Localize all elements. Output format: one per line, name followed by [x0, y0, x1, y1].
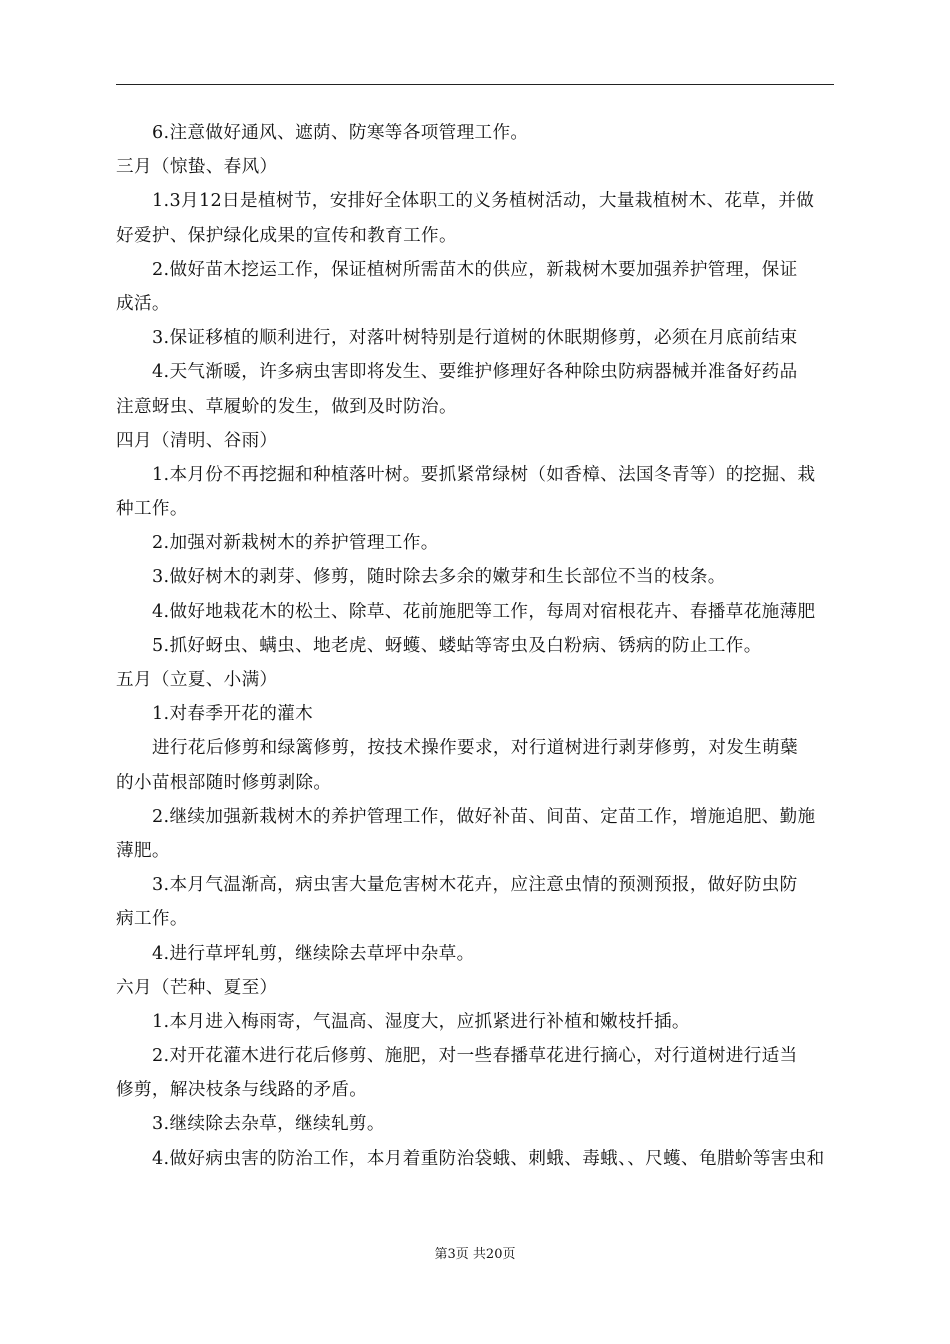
document-body	[116, 116, 834, 1176]
paragraph-line: 1.本月份不再挖掘和种植落叶树。要抓紧常绿树（如香樟、法国冬青等）的挖掘、栽	[152, 464, 816, 485]
paragraph-line: 进行花后修剪和绿篱修剪，按技术操作要求，对行道树进行剥芽修剪，对发生萌蘖	[152, 738, 798, 759]
text-line: 种工作。	[116, 499, 188, 520]
paragraph-line: 1.3月12日是植树节，安排好全体职工的义务植树活动，大量栽植树木、花草，并做	[152, 191, 815, 212]
paragraph-line: 3.做好树木的剥芽、修剪，随时除去多余的嫩芽和生长部位不当的枝条。	[152, 567, 726, 588]
paragraph-line: 3.本月气温渐高，病虫害大量危害树木花卉，应注意虫情的预测预报，做好防虫防	[152, 875, 798, 896]
text-line: 四月（清明、谷雨）	[116, 430, 278, 451]
text-line: 三月（惊蛰、春风）	[116, 157, 278, 178]
paragraph-line: 6.注意做好通风、遮荫、防寒等各项管理工作。	[152, 123, 529, 143]
page-footer: 第3页 共20页	[434, 1247, 516, 1262]
text-line: 五月（立夏、小满）	[116, 670, 278, 690]
text-line: 好爱护、保护绿化成果的宣传和教育工作。	[116, 225, 457, 246]
paragraph-line: 2.加强对新栽树木的养护管理工作。	[152, 533, 439, 554]
paragraph-line: 3.继续除去杂草，继续轧剪。	[152, 1114, 385, 1135]
text-line: 六月（芒种、夏至）	[116, 977, 278, 998]
paragraph-line: 2.对开花灌木进行花后修剪、施肥，对一些春播草花进行摘心，对行道树进行适当	[152, 1046, 798, 1067]
text-line: 注意蚜虫、草履蚧的发生，做到及时防治。	[116, 396, 457, 417]
paragraph-line: 2.继续加强新栽树木的养护管理工作，做好补苗、间苗、定苗工作，增施追肥、勤施	[152, 806, 816, 827]
text-line: 薄肥。	[116, 840, 170, 861]
paragraph-line: 4.做好地栽花木的松土、除草、花前施肥等工作，每周对宿根花卉、春播草花施薄肥	[152, 601, 816, 622]
paragraph-line: 1.本月进入梅雨寄，气温高、湿度大，应抓紧进行补植和嫩枝扦插。	[152, 1011, 690, 1032]
paragraph-line: 5.抓好蚜虫、螨虫、地老虎、蚜蠖、蝼蛄等寄虫及白粉病、锈病的防止工作。	[152, 635, 762, 656]
text-line: 病工作。	[116, 909, 188, 930]
text-line: 修剪，解决枝条与线路的矛盾。	[116, 1080, 368, 1101]
paragraph-line: 4.进行草坪轧剪，继续除去草坪中杂草。	[152, 943, 475, 964]
paragraph-line: 1.对春季开花的灌木	[152, 704, 314, 725]
text-line: 的小苗根部随时修剪剥除。	[116, 772, 332, 793]
header-divider	[116, 84, 834, 85]
text-line: 成活。	[116, 293, 170, 314]
paragraph-line: 4.做好病虫害的防治工作，本月着重防治袋蛾、刺蛾、毒蛾、、尺蠖、龟腊蚧等害虫和	[152, 1148, 825, 1169]
paragraph-line: 2.做好苗木挖运工作，保证植树所需苗木的供应，新栽树木要加强养护管理，保证	[152, 259, 798, 280]
paragraph-line: 4.天气渐暖，许多病虫害即将发生、要维护修理好各种除虫防病器械并准备好药品	[152, 362, 798, 383]
paragraph-line: 3.保证移植的顺利进行，对落叶树特别是行道树的休眠期修剪，必须在月底前结束	[152, 328, 798, 349]
